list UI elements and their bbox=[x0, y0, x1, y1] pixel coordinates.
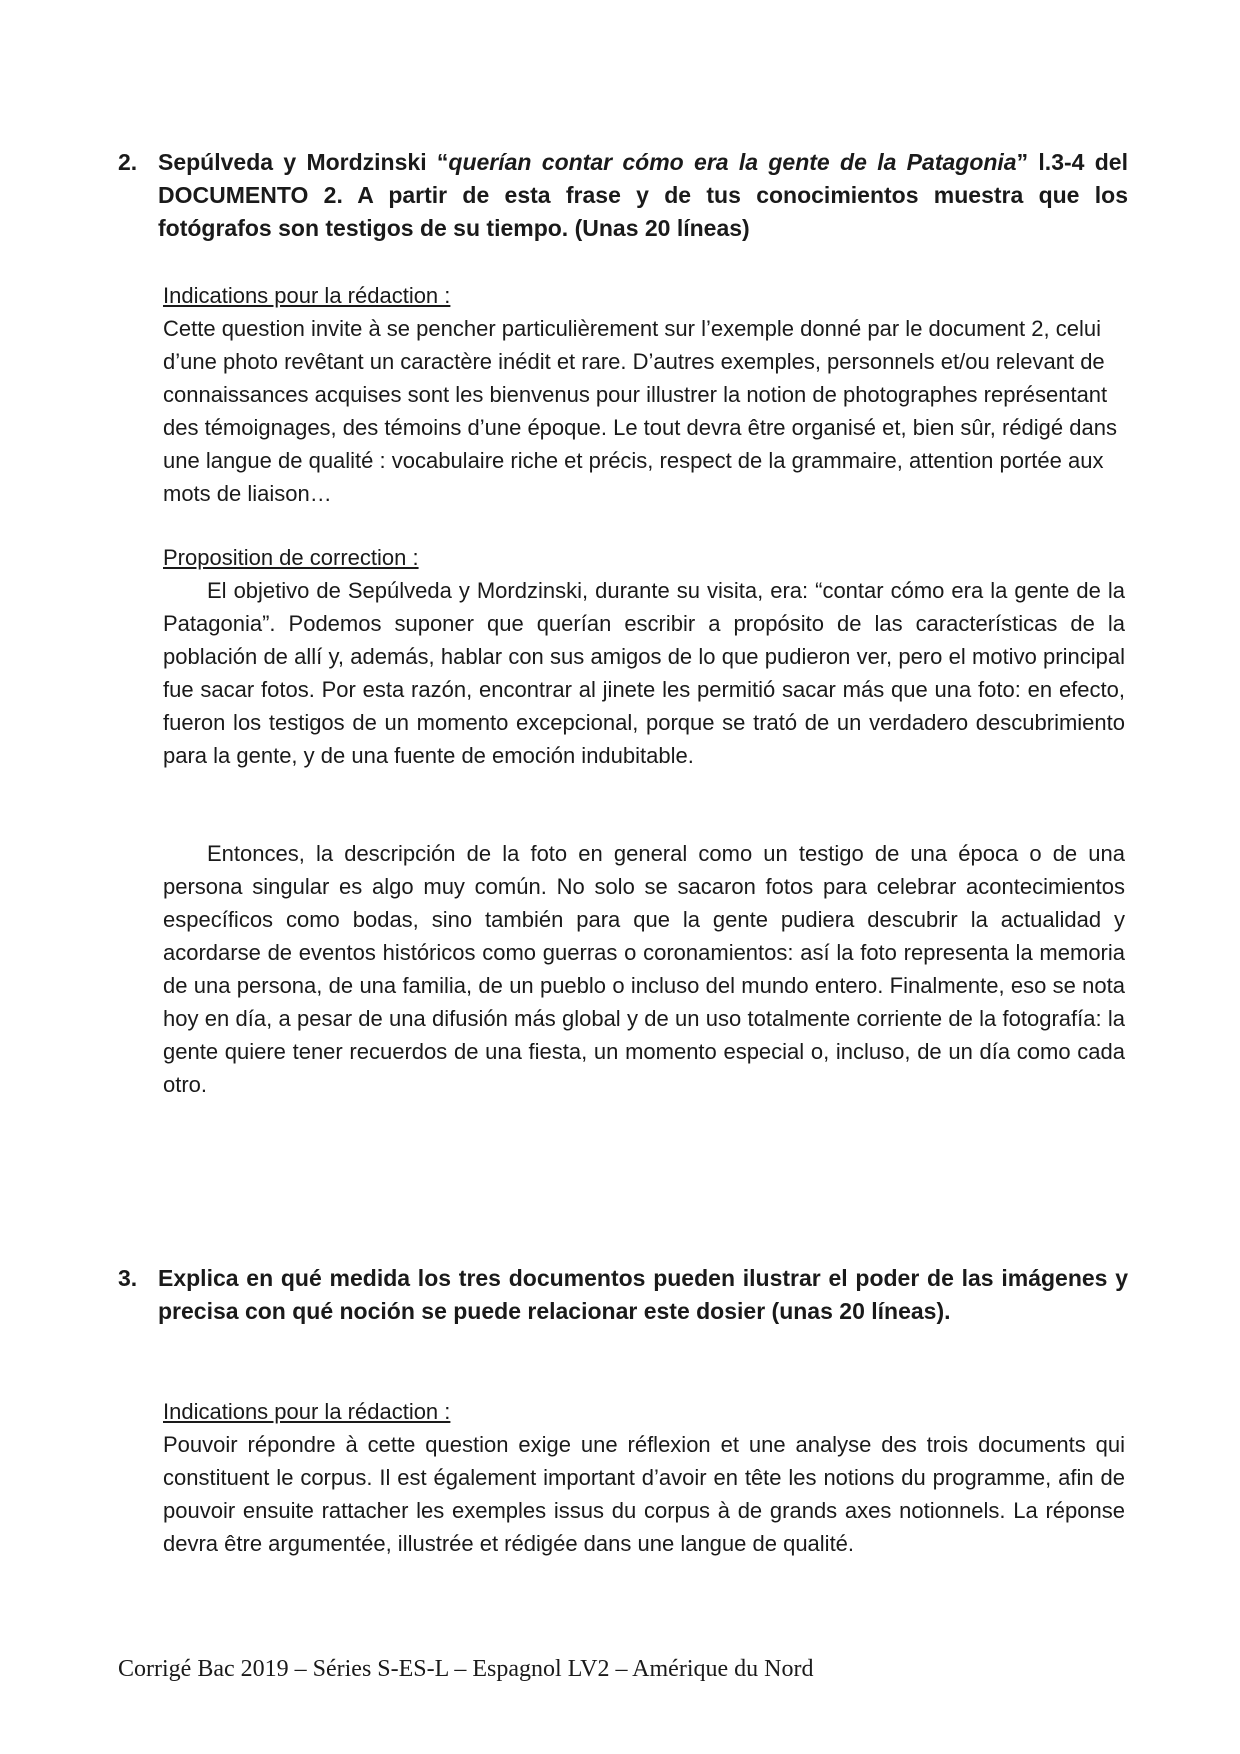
question-2 bbox=[118, 146, 1128, 245]
q3-indications-text: Pouvoir répondre à cette question exige une réflexion et une analyse des trois documents qui constituent le corpus. Il est également important d’avoir en tête les notions du programme, afin de pouvoir ensuite rattacher les exemples issus du corpus à de grands axes notionnels. La réponse devra être argumentée, illustrée et rédigée dans une langue de qualité. bbox=[163, 1432, 1125, 1556]
q2-correction-block bbox=[163, 541, 1125, 772]
q2-indications-heading: Indications pour la rédaction : bbox=[163, 283, 451, 308]
question-2-lead: Sepúlveda y Mordzinski “ bbox=[158, 149, 449, 175]
question-2-rest: ” l.3-4 del DOCUMENTO 2. A partir de esta frase y de tus conocimientos muestra que los fotógrafos son testigos de su tiempo. (Unas 20 líneas) bbox=[158, 149, 1128, 241]
q2-correction-block-2 bbox=[163, 837, 1125, 1101]
q2-correction-paragraph-1: El objetivo de Sepúlveda y Mordzinski, durante su visita, era: “contar cómo era la gente de la Patagonia”. Podemos suponer que querían escribir a propósito de las características de la población de allí y, además, hablar con sus amigos de lo que pudieron ver, pero el motivo principal fue sacar fotos. Por esta razón, encontrar al jinete les permitió sacar más que una foto: en efecto, fueron los testigos de un momento excepcional, porque se trató de un verdadero descubrimiento para la gente, y de una fuente de emoción indubitable. bbox=[163, 578, 1125, 768]
question-3-number: 3. bbox=[118, 1265, 138, 1291]
question-3-text: Explica en qué medida los tres documentos pueden ilustrar el poder de las imágenes y precisa con qué noción se puede relacionar este dosier (unas 20 líneas). bbox=[158, 1265, 1128, 1324]
q2-correction-paragraph-2: Entonces, la descripción de la foto en general como un testigo de una época o de una persona singular es algo muy común. No solo se sacaron fotos para celebrar acontecimientos específicos como bodas, sino también para que la gente pudiera descubrir la actualidad y acordarse de eventos históricos como guerras o coronamientos: así la foto representa la memoria de una persona, de una familia, de un pueblo o incluso del mundo entero. Finalmente, eso se nota hoy en día, a pesar de una difusión más global y de un uso totalmente corriente de la fotografía: la gente quiere tener recuerdos de una fiesta, un momento especial o, incluso, de un día como cada otro. bbox=[163, 841, 1125, 1097]
question-2-quote: querían contar cómo era la gente de la Patagonia bbox=[448, 149, 1017, 175]
q3-indications-block bbox=[163, 1395, 1125, 1560]
question-3 bbox=[118, 1262, 1128, 1328]
q2-indications-text: Cette question invite à se pencher particulièrement sur l’exemple donné par le document 2, celui d’une photo revêtant un caractère inédit et rare. D’autres exemples, personnels et/ou relevant de connaissances acquises sont les bienvenus pour illustrer la notion de photographes représentant des témoignages, des témoins d’une époque. Le tout devra être organisé et, bien sûr, rédigé dans une langue de qualité : vocabulaire riche et précis, respect de la grammaire, attention portée aux mots de liaison… bbox=[163, 316, 1117, 506]
page-footer: Corrigé Bac 2019 – Séries S-ES-L – Espagnol LV2 – Amérique du Nord bbox=[118, 1656, 814, 1682]
q2-correction-heading: Proposition de correction : bbox=[163, 545, 419, 570]
question-2-number: 2. bbox=[118, 149, 138, 175]
q3-indications-heading: Indications pour la rédaction : bbox=[163, 1399, 451, 1424]
q2-indications-block bbox=[163, 279, 1125, 510]
question-2-text bbox=[158, 146, 1128, 245]
